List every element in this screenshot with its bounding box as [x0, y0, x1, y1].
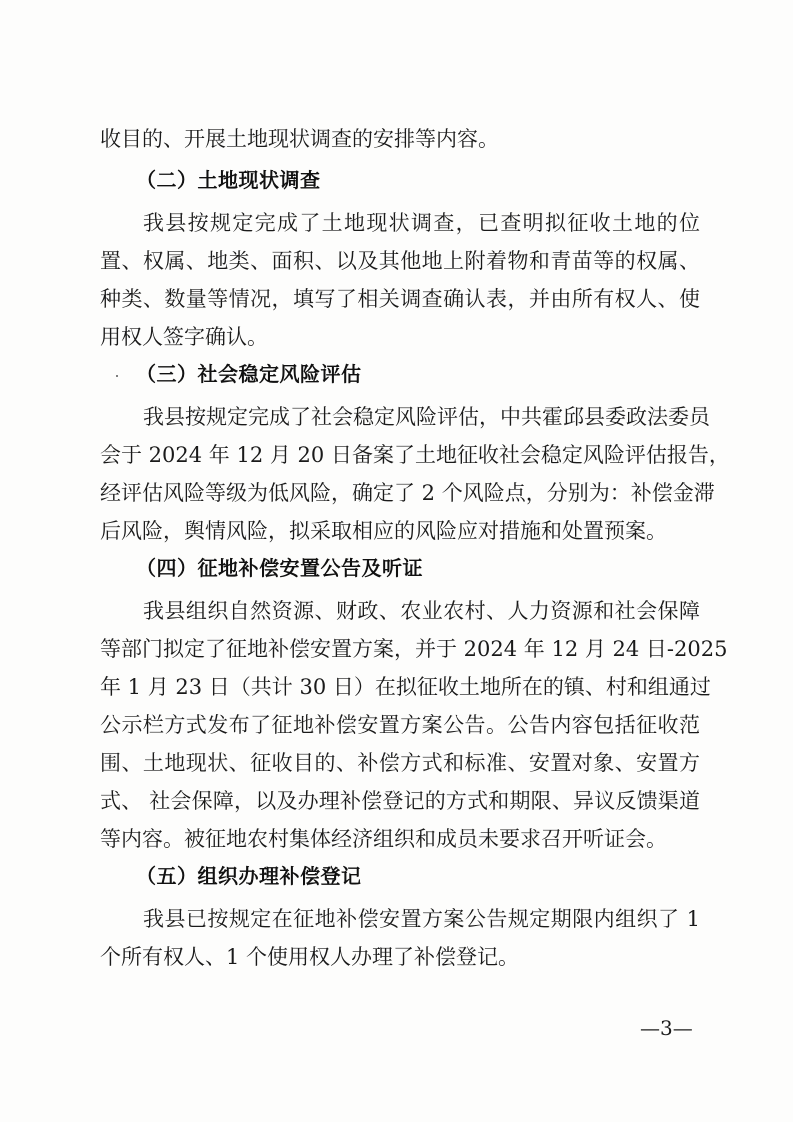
body-line: 用权人签字确认。	[100, 325, 268, 349]
body-line: 公示栏方式发布了征地补偿安置方案公告。公告内容包括征收范	[100, 713, 700, 737]
body-line: 等部门拟定了征地补偿安置方案，并于 2024 年 12 月 24 日-2025	[100, 637, 728, 661]
section-heading-5: （五）组织办理补偿登记	[136, 864, 362, 888]
body-line: 围、土地现状、征收目的、补偿方式和标准、安置对象、安置方	[100, 751, 700, 775]
section-heading-3: （三）社会稳定风险评估	[136, 362, 362, 386]
body-line: 种类、数量等情况，填写了相关调查确认表，并由所有权人、使	[100, 287, 700, 311]
body-line: 后风险，舆情风险，拟采取相应的风险应对措施和处置预案。	[100, 519, 667, 543]
section-heading-4: （四）征地补偿安置公告及听证	[136, 556, 423, 580]
body-line: 我县按规定完成了社会稳定风险评估，中共霍邱县委政法委员	[143, 405, 710, 429]
body-line: 经评估风险等级为低风险，确定了 2 个风险点，分别为：补偿金滞	[100, 481, 715, 505]
body-line: 我县组织自然资源、财政、农业农村、人力资源和社会保障	[143, 599, 700, 623]
body-line: 年 1 月 23 日（共计 30 日）在拟征收土地所在的镇、村和组通过	[100, 675, 711, 699]
page-number: —3—	[640, 1016, 693, 1040]
body-line: 式、 社会保障，以及办理补偿登记的方式和期限、异议反馈渠道	[100, 789, 700, 813]
body-line: 会于 2024 年 12 月 20 日备案了土地征收社会稳定风险评估报告，	[100, 443, 730, 467]
body-line: 置、权属、地类、面积、以及其他地上附着物和青苗等的权属、	[100, 249, 700, 273]
body-line: 我县按规定完成了土地现状调查，已查明拟征收土地的位	[143, 211, 700, 235]
body-line: 个所有权人、1 个使用权人办理了补偿登记。	[100, 945, 520, 969]
body-line: 收目的、开展土地现状调查的安排等内容。	[100, 127, 499, 151]
section-heading-2: （二）土地现状调查	[136, 168, 321, 192]
body-line: 我县已按规定在征地补偿安置方案公告规定期限内组织了 1	[143, 907, 700, 931]
scan-speck	[116, 375, 118, 377]
body-line: 等内容。被征地农村集体经济组织和成员未要求召开听证会。	[100, 827, 667, 851]
